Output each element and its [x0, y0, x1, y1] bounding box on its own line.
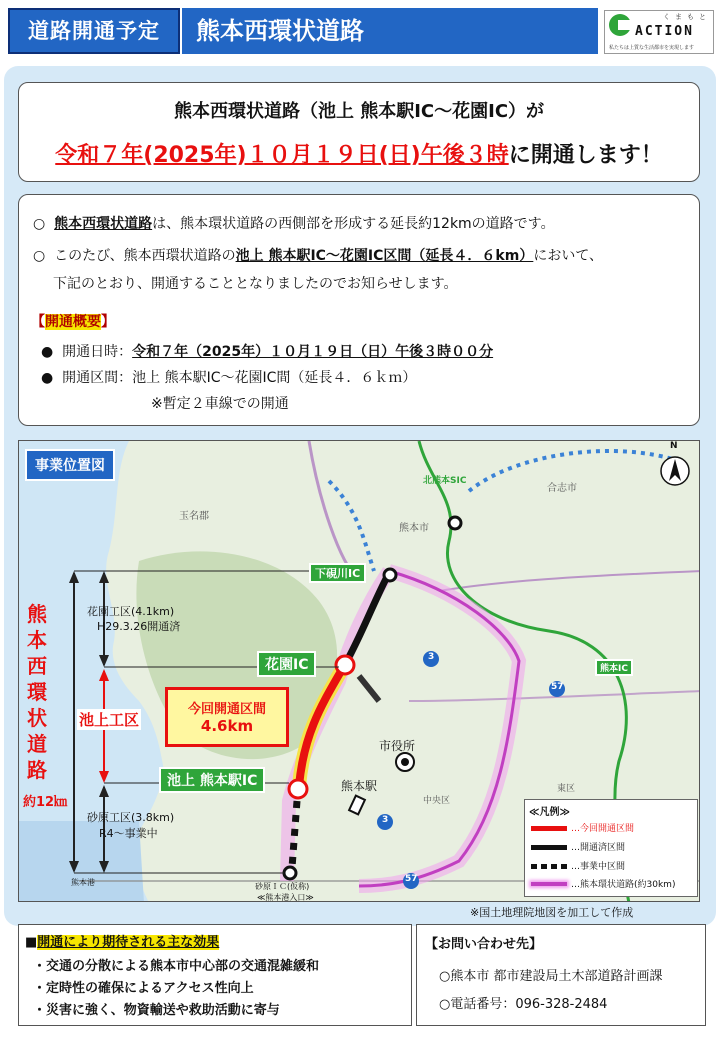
place-higashi: 東区: [557, 784, 576, 794]
place-goshi: 合志市: [547, 483, 577, 494]
description-box: [18, 194, 700, 426]
arrow-up-icon: [69, 571, 79, 583]
city-hall-label: 市役所: [379, 739, 416, 753]
sunahara-ic-label: 砂原ＩＣ(仮称): [255, 882, 310, 891]
map-title: 事業位置図: [25, 449, 115, 481]
bullet2-post: において、: [533, 248, 604, 264]
bullet2-section: 池上 熊本駅IC～花園IC区間（延長４．６km）: [235, 248, 534, 264]
city-logo: [604, 10, 714, 54]
callout-title: 今回開通区間: [187, 702, 266, 717]
opening-callout: [165, 687, 289, 747]
logo-slogan: 私たちは上質な生活都市を実現します: [609, 45, 695, 51]
bullet-1: ○ 熊本西環状道路は、熊本環状道路の西側部を形成する延長約12kmの道路です。: [33, 216, 555, 232]
hanazono-ic-marker: [336, 656, 354, 674]
contact-phone: ○電話番号：096-328-2484: [439, 997, 608, 1012]
legend-item: …今回開通区間: [571, 824, 635, 834]
arrow-down-icon: [99, 771, 109, 783]
arrow-up-icon: [99, 669, 109, 681]
header-title: 熊本西環状道路: [182, 8, 598, 54]
bullet2-cont: 下記のとおり、開通することとなりましたのでお知らせします。: [53, 276, 458, 292]
overview-heading: 【開通概要】: [31, 314, 115, 330]
route-57-label: 57: [405, 874, 418, 884]
contact-dept: ○熊本市 都市建設局土木部道路計画課: [439, 969, 663, 984]
place-chuo: 中央区: [423, 796, 451, 806]
ic-kumamoto: 熊本IC: [595, 659, 633, 676]
effect-item: ・災害に強く、物資輸送や救助活動に寄与: [33, 1003, 280, 1018]
map-attribution: ※国土地理院地図を加工して作成: [470, 906, 634, 919]
effect-item: ・定時性の確保によるアクセス性向上: [33, 981, 254, 996]
sunahara-ic-marker: [284, 867, 296, 879]
place-tamana: 玉名郡: [179, 511, 209, 522]
announcement-line2: [19, 138, 699, 169]
effect-item: ・交通の分散による熊本市中心部の交通混雑緩和: [33, 959, 320, 974]
ikegami-section-label: 池上工区: [79, 711, 140, 729]
overview-title: 開通概要: [45, 314, 101, 330]
section-row: ● 開通区間：池上 熊本駅IC～花園IC間（延長４．６ｋｍ）: [41, 370, 417, 386]
opening-date: 令和７年(2025年)１０月１９日(日)午後３時: [55, 143, 509, 168]
bullet2-pre: このたび、熊本西環状道路の: [54, 248, 236, 264]
announcement-box: [18, 82, 700, 182]
city-hall-icon-dot: [401, 758, 409, 766]
legend-swatch-construction: [531, 864, 567, 869]
port-label: 熊本港: [71, 878, 95, 887]
ikegami-ic-marker: [289, 780, 307, 798]
date-label: 開通日時：: [62, 344, 133, 360]
kita-kumamoto-label: 北熊本SIC: [423, 476, 467, 486]
date-row: ● 開通日時：令和７年（2025年）１０月１９日（日）午後３時００分: [41, 344, 494, 360]
route-57-label: 57: [551, 682, 564, 692]
effects-box: [18, 924, 412, 1026]
total-length: 約12㎞: [23, 795, 68, 810]
place-kumamoto-city: 熊本市: [399, 523, 429, 534]
announcement-line1: 熊本西環状道路（池上 熊本駅IC～花園IC）が: [173, 101, 545, 122]
hanazono-status: H29.3.26開通済: [97, 620, 181, 633]
bullet-2: ○ このたび、熊本西環状道路の池上 熊本駅IC～花園IC区間（延長４．６km）において、: [33, 248, 604, 264]
legend-title: ≪凡例≫: [529, 807, 570, 818]
bullet1-tail: は、熊本環状道路の西側部を形成する延長約12kmの道路です。: [152, 216, 555, 232]
contact-title: 【お問い合わせ先】: [425, 937, 543, 952]
header-tag: 道路開通予定: [8, 8, 180, 54]
c-logo-icon: [609, 14, 631, 36]
arrow-up-icon: [99, 785, 109, 797]
legend-swatch-opening: [531, 826, 567, 831]
kita-kumamoto-marker: [449, 517, 461, 529]
announcement-suffix: に開通します！: [508, 143, 663, 168]
arrow-down-icon: [99, 655, 109, 667]
date-value: 令和７年（2025年）１０月１９日（日）午後３時００分: [132, 344, 494, 360]
shimotogawa-ic-marker: [384, 569, 396, 581]
route-3-label: 3: [382, 815, 389, 825]
logo-word: ACTION: [635, 24, 694, 39]
ic-ikegami: 池上 熊本駅IC: [159, 767, 265, 793]
legend-swatch-ring: [531, 882, 567, 886]
sunahara-status: R4～事業中: [99, 827, 158, 840]
effects-title: 開通により期待される主な効果: [37, 935, 220, 950]
ic-hanazono: 花園IC: [257, 651, 316, 677]
route-3-label: 3: [428, 652, 435, 662]
station-label: 熊本駅: [341, 779, 378, 793]
callout-length: 4.6km: [200, 717, 254, 735]
ic-shimotogawa: 下硯川IC: [309, 563, 366, 583]
sunahara-section-label: 砂原工区(3.8km): [87, 811, 175, 824]
hanazono-section-label: 花園工区(4.1km): [87, 605, 175, 618]
sunahara-ic-sub: ≪熊本港入口≫: [257, 893, 314, 902]
note: ※暫定２車線での開通: [151, 396, 289, 412]
legend-swatch-open: [531, 845, 567, 850]
legend-item: …事業中区間: [571, 862, 626, 872]
location-map: [18, 440, 700, 902]
contact-box: [416, 924, 706, 1026]
bullet1-head: 熊本西環状道路: [54, 216, 153, 232]
section-label: 開通区間：: [62, 370, 133, 386]
logo-kana: くまもと: [663, 13, 711, 21]
legend-item: …熊本環状道路(約30km): [571, 880, 676, 890]
north-label: N: [670, 441, 678, 451]
vertical-road-name: 熊本西環状道路: [27, 602, 47, 782]
effects-heading: ■開通により期待される主な効果: [25, 935, 220, 950]
section-value: 池上 熊本駅IC～花園IC間（延長４．６ｋｍ）: [132, 370, 417, 386]
legend-item: …開通済区間: [571, 843, 626, 853]
map-legend: [524, 799, 698, 897]
